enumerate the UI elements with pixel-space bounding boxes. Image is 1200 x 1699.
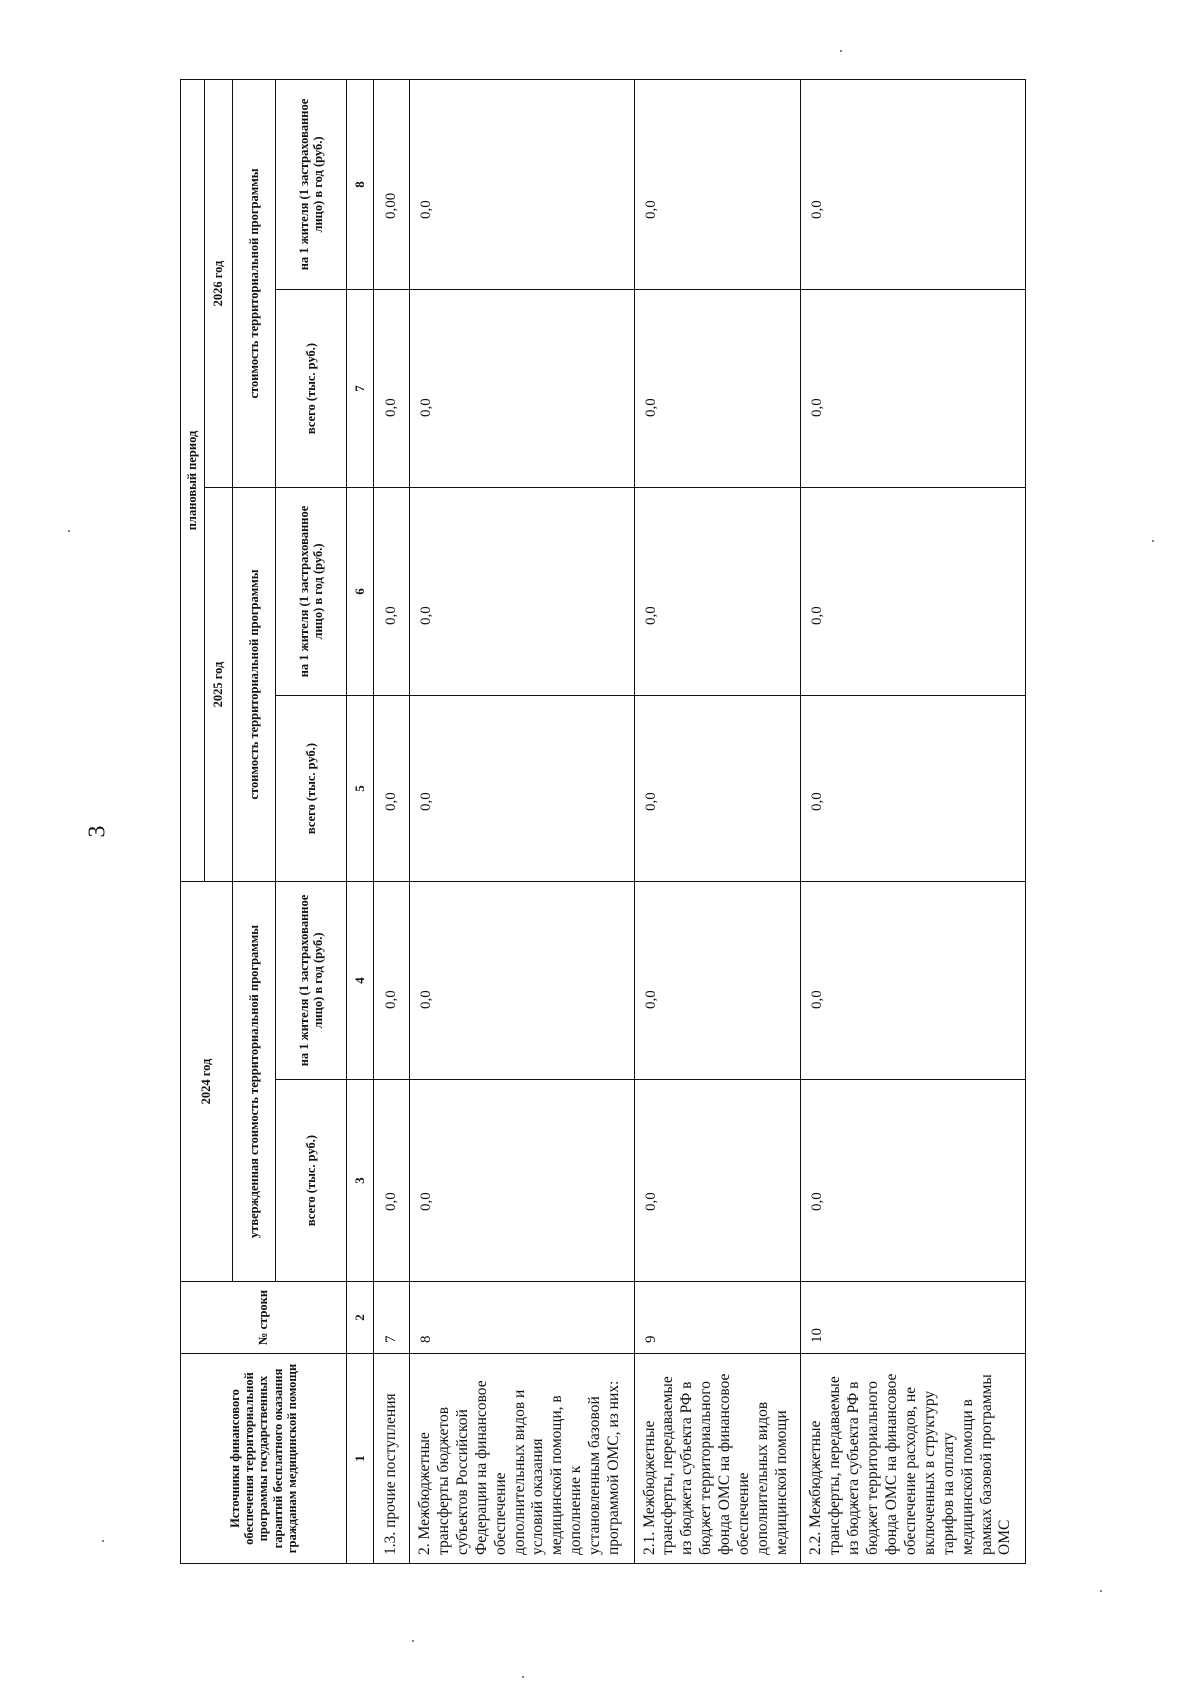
value-cell: 0,0: [801, 487, 1026, 695]
header-cost-2025: стоимость территориальной программы: [233, 487, 276, 881]
row-label: 2.2. Межбюджетные трансферты, передаваемые из бюджета субъекта РФ в бюджет территориального фонда ОМС на финансовое обеспечение расходов, не включенных в структуру тарифов на оплату медицинской помощи в рамках базовой программы ОМС: [801, 1354, 1026, 1564]
header-year-2024: 2024 год: [181, 881, 233, 1281]
scan-speck: [102, 1540, 104, 1542]
table-row: [634, 79, 801, 1563]
scan-speck: [840, 50, 842, 52]
value-cell: 0,00: [374, 79, 410, 289]
header-year-2025: 2025 год: [204, 487, 232, 881]
column-number: 7: [346, 289, 373, 487]
column-number-row: [346, 79, 373, 1563]
row-number: 10: [801, 1282, 1026, 1354]
rotated-table-container: [180, 80, 1026, 1564]
column-number: 4: [346, 881, 373, 1079]
value-cell: 0,0: [634, 289, 801, 487]
column-number: 2: [346, 1282, 373, 1354]
row-number: 8: [409, 1282, 634, 1354]
column-number: 3: [346, 1080, 373, 1282]
value-cell: 0,0: [409, 695, 634, 881]
value-cell: 0,0: [374, 881, 410, 1079]
value-cell: 0,0: [374, 1080, 410, 1282]
value-cell: 0,0: [409, 487, 634, 695]
value-cell: 0,0: [801, 79, 1026, 289]
financing-table: [180, 79, 1026, 1564]
header-source: Источники финансового обеспечения территориальной программы государственных гарантий бесплатного оказания гражданам медицинской помощи: [181, 1354, 347, 1564]
header-total-3: всего (тыс. руб.): [275, 1080, 346, 1282]
table-row: [801, 79, 1026, 1563]
header-per-capita-4: на 1 жителя (1 застрахованное лицо) в год (руб.): [275, 881, 346, 1079]
header-total-5: всего (тыс. руб.): [275, 695, 346, 881]
table-row: [409, 79, 634, 1563]
header-row-no: № строки: [181, 1282, 347, 1354]
header-year-2026: 2026 год: [204, 79, 232, 487]
row-label: 2.1. Межбюджетные трансферты, передаваемые из бюджета субъекта РФ в бюджет территориального фонда ОМС на финансовое обеспечение дополнительных видов медицинской помощи: [634, 1354, 801, 1564]
value-cell: 0,0: [634, 695, 801, 881]
row-number: 7: [374, 1282, 410, 1354]
value-cell: 0,0: [634, 487, 801, 695]
column-number: 1: [346, 1354, 373, 1564]
value-cell: 0,0: [634, 1080, 801, 1282]
column-number: 6: [346, 487, 373, 695]
value-cell: 0,0: [409, 79, 634, 289]
header-total-7: всего (тыс. руб.): [275, 289, 346, 487]
value-cell: 0,0: [374, 289, 410, 487]
row-label: 2. Межбюджетные трансферты бюджетов субъектов Российской Федерации на финансовое обеспечение дополнительных видов и условий оказания медицинской помощи, в дополнение к установленным базовой программой ОМС, из них:: [409, 1354, 634, 1564]
header-planned-period: плановый период: [181, 79, 205, 881]
value-cell: 0,0: [801, 1080, 1026, 1282]
column-number: 8: [346, 79, 373, 289]
scan-speck: [522, 1676, 524, 1678]
value-cell: 0,0: [801, 695, 1026, 881]
value-cell: 0,0: [634, 79, 801, 289]
scan-speck: [412, 1640, 414, 1642]
table-row: [374, 79, 410, 1563]
value-cell: 0,0: [409, 289, 634, 487]
row-label: 1.3. прочие поступления: [374, 1354, 410, 1564]
header-per-capita-8: на 1 жителя (1 застрахованное лицо) в год (руб.): [275, 79, 346, 289]
column-number: 5: [346, 695, 373, 881]
header-per-capita-6: на 1 жителя (1 застрахованное лицо) в год (руб.): [275, 487, 346, 695]
value-cell: 0,0: [801, 289, 1026, 487]
value-cell: 0,0: [801, 881, 1026, 1079]
header-approved-cost: утвержденная стоимость территориальной программы: [233, 881, 276, 1281]
header-cost-2026: стоимость территориальной программы: [233, 79, 276, 487]
scan-speck: [1152, 540, 1154, 542]
value-cell: 0,0: [409, 881, 634, 1079]
value-cell: 0,0: [374, 695, 410, 881]
value-cell: 0,0: [409, 1080, 634, 1282]
scan-speck: [68, 530, 70, 532]
row-number: 9: [634, 1282, 801, 1354]
value-cell: 0,0: [634, 881, 801, 1079]
page-number: 3: [84, 825, 111, 838]
scan-speck: [1100, 1590, 1102, 1592]
value-cell: 0,0: [374, 487, 410, 695]
